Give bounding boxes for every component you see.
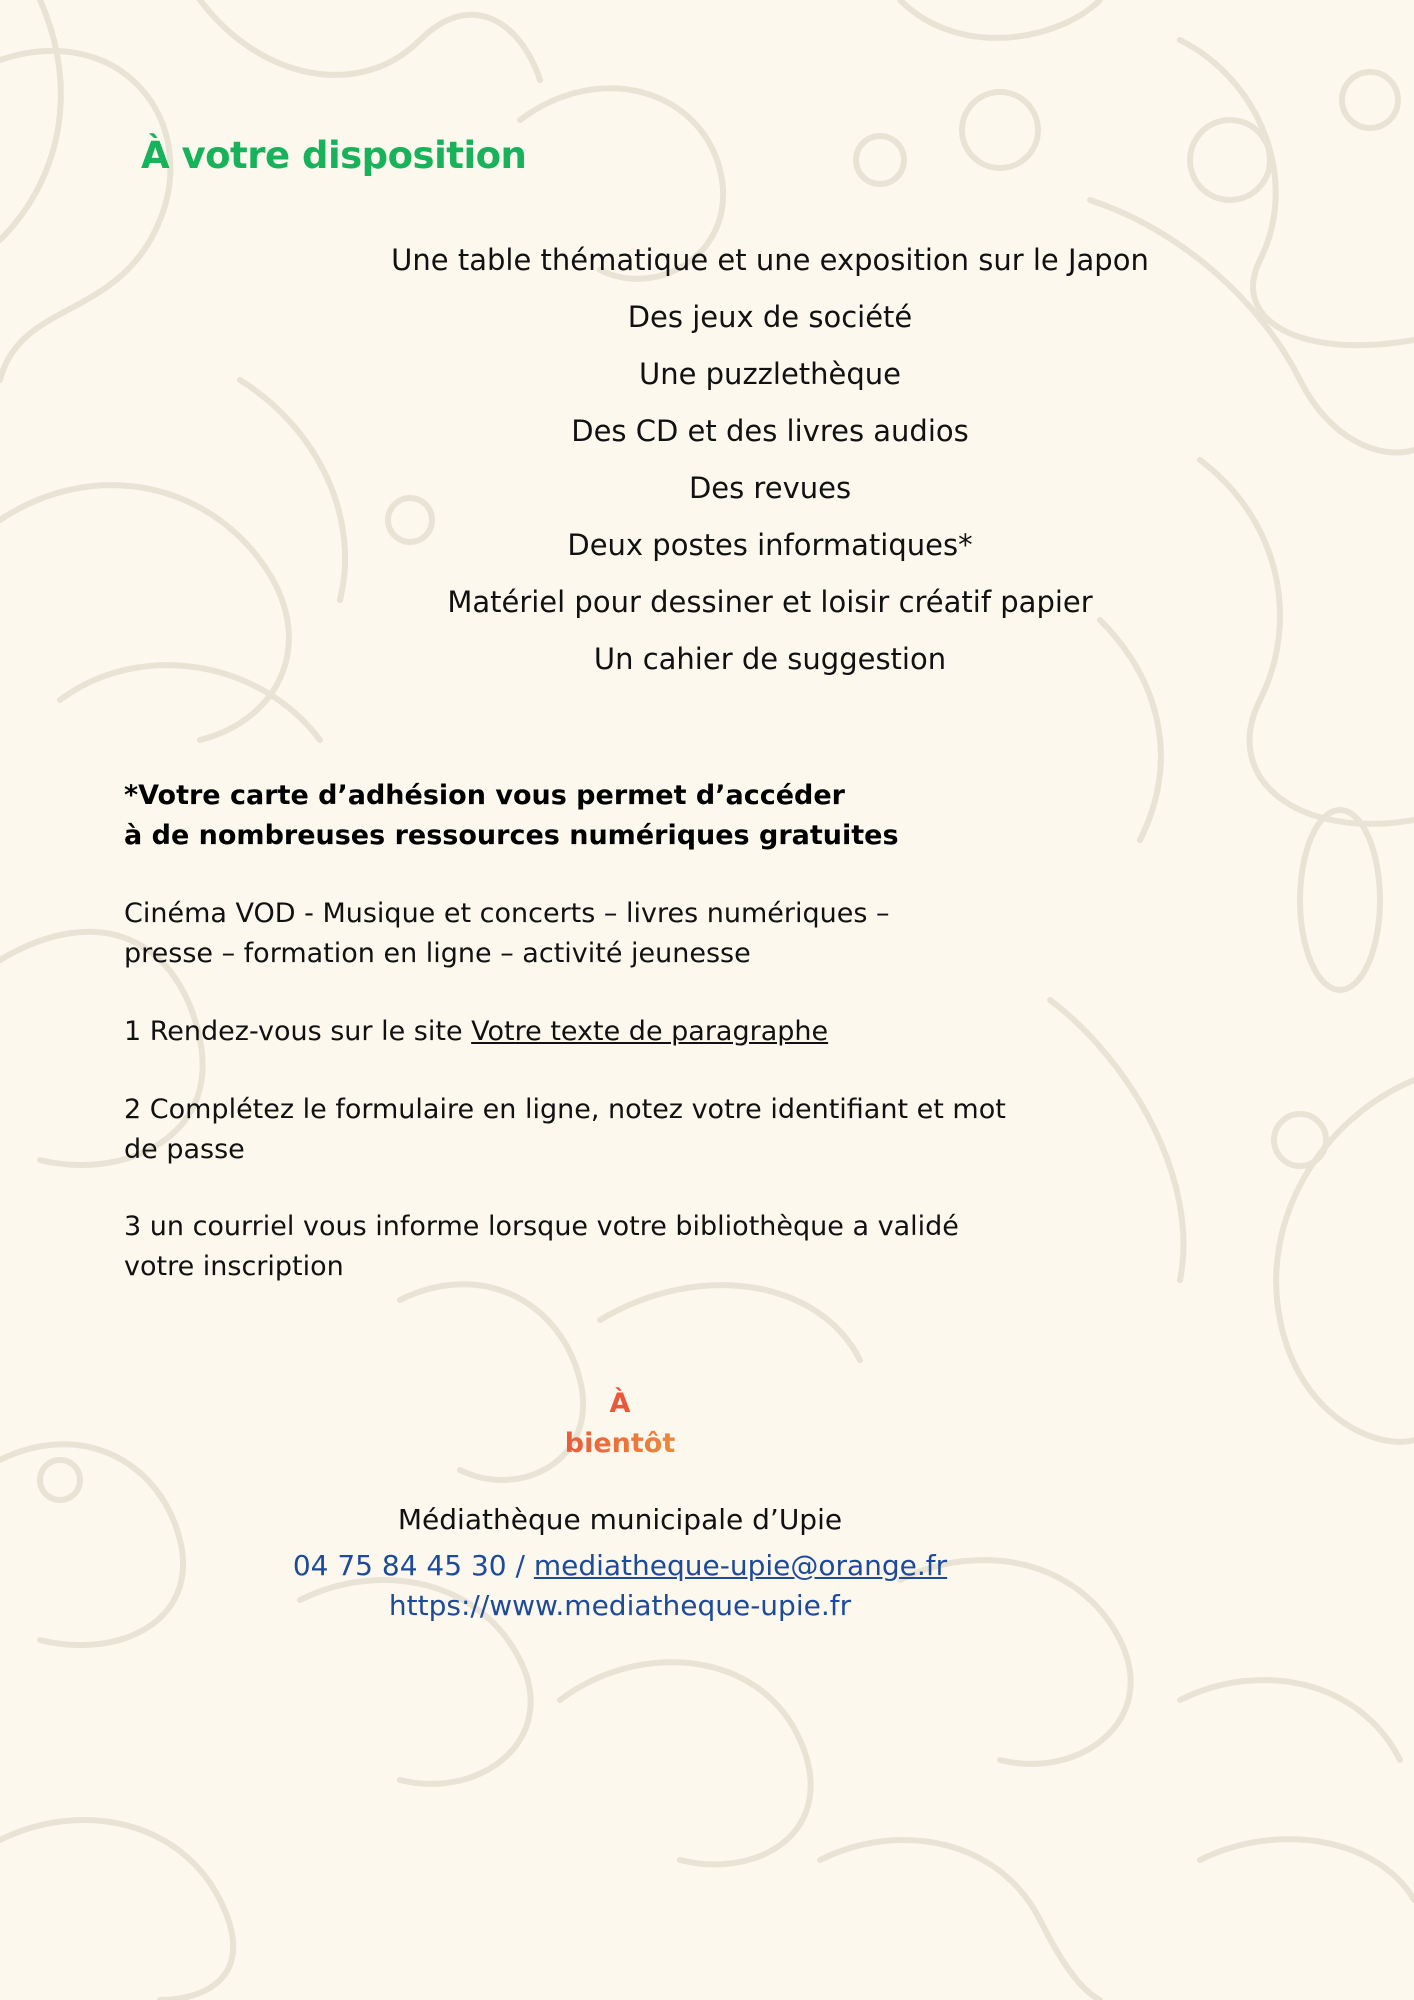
list-item: Un cahier de suggestion: [593, 642, 947, 676]
list-item: Deux postes informatiques*: [567, 528, 973, 562]
list-item: Des CD et des livres audios: [571, 414, 969, 448]
step-2: [124, 1090, 1006, 1170]
membership-note: [124, 776, 899, 856]
list-item: Une puzzlethèque: [638, 357, 902, 391]
list-item: Matériel pour dessiner et loisir créatif papier: [447, 585, 1093, 619]
services-line: Cinéma VOD - Musique et concerts – livres numériques –: [124, 898, 890, 929]
list-item: Une table thématique et une exposition sur le Japon: [391, 243, 1149, 277]
library-name: Médiathèque municipale d’Upie: [397, 1503, 843, 1536]
list-item: Des jeux de société: [627, 300, 913, 334]
email-link[interactable]: mediatheque-upie@orange.fr: [533, 1549, 948, 1582]
step-2-line: 2 Complétez le formulaire en ligne, notez votre identifiant et mot: [124, 1094, 1006, 1125]
page-title: À votre disposition: [141, 134, 527, 177]
list-item: Des revues: [688, 471, 852, 505]
farewell-line: À: [609, 1388, 631, 1419]
features-list: [330, 232, 1210, 688]
step-1: [124, 1012, 828, 1052]
services-line: presse – formation en ligne – activité jeunesse: [124, 938, 751, 969]
farewell-text: [520, 1384, 720, 1464]
farewell-line: bientôt: [520, 1424, 720, 1464]
website-link[interactable]: https://www.mediatheque-upie.fr: [388, 1589, 852, 1622]
digital-services-text: [124, 894, 890, 974]
phone-number: 04 75 84 45 30: [292, 1549, 507, 1582]
membership-note-line: à de nombreuses ressources numériques gratuites: [124, 820, 899, 851]
step-3-line: 3 un courriel vous informe lorsque votre bibliothèque a validé: [124, 1211, 959, 1242]
contact-block: [220, 1500, 1020, 1626]
contact-separator: /: [506, 1549, 534, 1582]
step-3-line: votre inscription: [124, 1251, 344, 1282]
membership-note-line: *Votre carte d’adhésion vous permet d’accéder: [124, 780, 845, 811]
step-3: [124, 1207, 959, 1287]
step-1-text: 1 Rendez-vous sur le site: [124, 1016, 472, 1047]
contact-phone-email-line: [220, 1546, 1020, 1586]
step-1-link[interactable]: Votre texte de paragraphe: [471, 1016, 829, 1047]
step-2-line: de passe: [124, 1134, 245, 1165]
